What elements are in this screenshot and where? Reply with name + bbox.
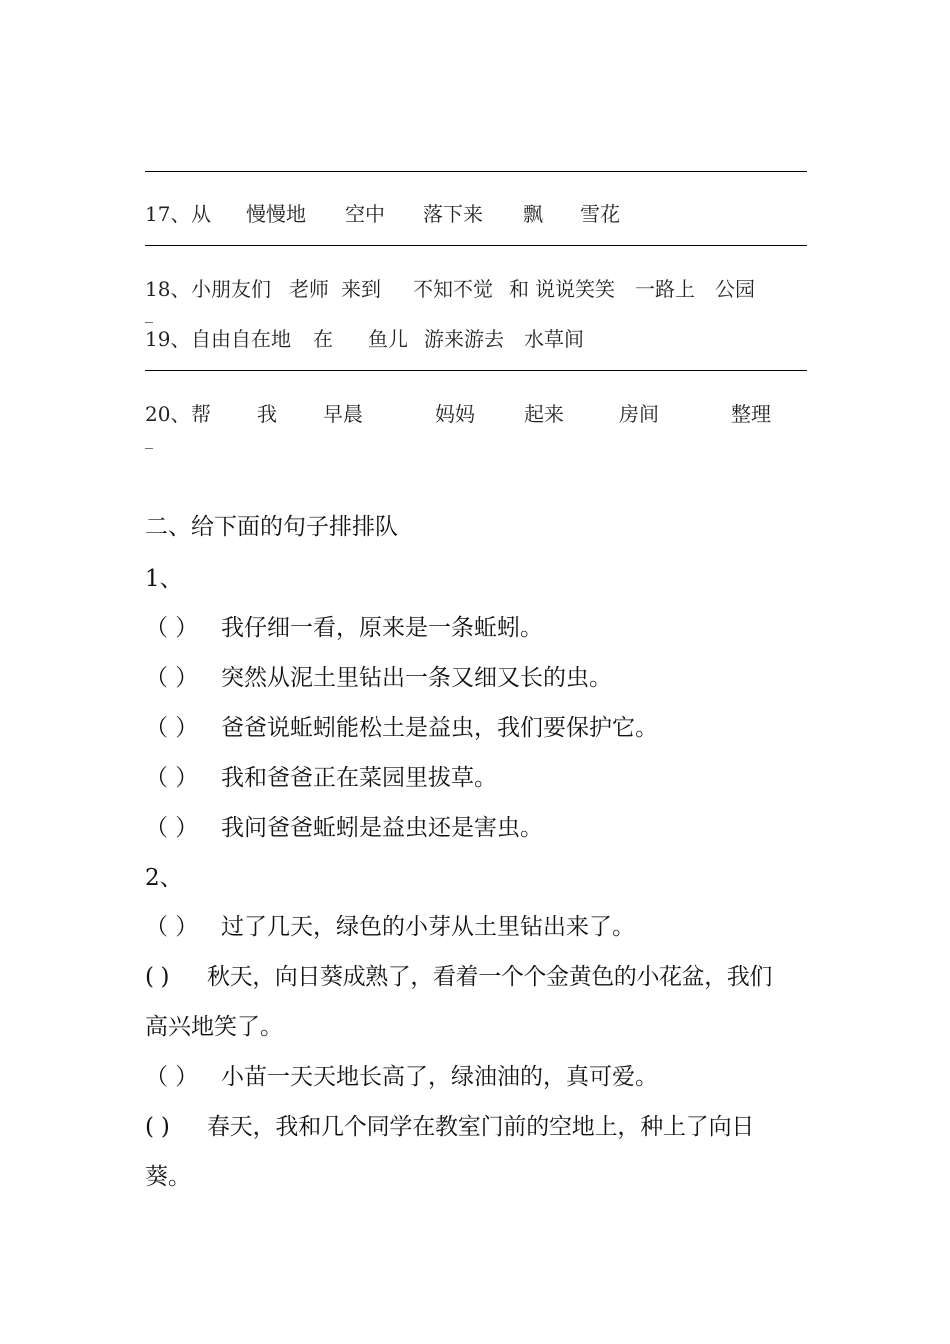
- sentence-item: [145, 609, 543, 642]
- word-card: 帮: [191, 402, 211, 426]
- group-label: 2、: [145, 865, 183, 891]
- order-blank[interactable]: （ ）: [145, 765, 199, 791]
- word-card: 起来: [524, 402, 564, 426]
- order-blank[interactable]: （ ）: [145, 615, 199, 641]
- sentence-continuation: 葵。: [145, 1164, 191, 1190]
- sentence-item: [145, 1108, 754, 1141]
- word-card: 不知不觉: [413, 277, 493, 301]
- sentence-text: 突然从泥土里钻出一条又细又长的虫。: [221, 665, 612, 691]
- word-card: 早晨: [323, 402, 363, 426]
- question-number: 20、: [145, 402, 191, 426]
- order-blank[interactable]: ( ): [145, 964, 170, 990]
- order-blank[interactable]: （ ）: [145, 1064, 199, 1090]
- answer-line-17: [145, 245, 807, 246]
- word-card: 在: [313, 327, 333, 351]
- group-label: 1、: [145, 566, 183, 592]
- word-card: 来到: [341, 277, 381, 301]
- sentence-text: 我和爸爸正在菜园里拔草。: [221, 765, 497, 791]
- word-card: 一路上: [635, 277, 695, 301]
- sentence-text: 我仔细一看，原来是一条蚯蚓。: [221, 615, 543, 641]
- answer-line-17-top: [145, 171, 807, 172]
- word-card: 我: [257, 402, 277, 426]
- sentence-text: 秋天，向日葵成熟了，看着一个个金黄色的小花盆，我们: [207, 964, 773, 990]
- sentence-item: [145, 908, 635, 941]
- sentence-text: 我问爸爸蚯蚓是益虫还是害虫。: [221, 815, 543, 841]
- word-card: 落下来: [423, 202, 483, 226]
- sentence-item: [145, 709, 658, 742]
- sentence-item: [145, 1058, 658, 1091]
- order-blank[interactable]: ( ): [145, 1114, 170, 1140]
- word-card: 公园: [715, 277, 755, 301]
- word-card: 雪花: [580, 202, 620, 226]
- sentence-item: [145, 809, 543, 842]
- word-card: 空中: [345, 202, 385, 226]
- sentence-text: 春天，我和几个同学在教室门前的空地上，种上了向日: [207, 1114, 755, 1140]
- word-card: 房间: [619, 402, 659, 426]
- order-blank[interactable]: （ ）: [145, 715, 199, 741]
- word-card: 鱼儿: [368, 327, 408, 351]
- sentence-text: 爸爸说蚯蚓能松土是益虫，我们要保护它。: [221, 715, 658, 741]
- word-card: 老师: [289, 277, 329, 301]
- word-card: 飘: [523, 202, 543, 226]
- question-number: 18、: [145, 277, 191, 301]
- section-title: 二、给下面的句子排排队: [145, 514, 398, 540]
- answer-line-19: [145, 370, 807, 371]
- sentence-item: [145, 759, 497, 792]
- sentence-continuation: 高兴地笑了。: [145, 1014, 283, 1040]
- sentence-text: 小苗一天天地长高了，绿油油的，真可爱。: [221, 1064, 658, 1090]
- word-card: 水草间: [524, 327, 584, 351]
- sentence-item: [145, 958, 772, 991]
- question-number: 19、: [145, 327, 191, 351]
- order-blank[interactable]: （ ）: [145, 665, 199, 691]
- word-card: 和: [509, 277, 529, 301]
- blank-mark: _: [145, 430, 153, 449]
- word-card: 妈妈: [435, 402, 475, 426]
- word-card: 慢慢地: [246, 202, 306, 226]
- blank-mark: _: [145, 304, 153, 323]
- sentence-text: 过了几天，绿色的小芽从土里钻出来了。: [221, 914, 635, 940]
- question-number: 17、: [145, 202, 191, 226]
- sentence-item: [145, 659, 612, 692]
- order-blank[interactable]: （ ）: [145, 914, 199, 940]
- word-card: 说说笑笑: [535, 277, 615, 301]
- word-card: 整理: [731, 402, 771, 426]
- word-card: 游来游去: [424, 327, 504, 351]
- word-card: 自由自在地: [191, 327, 291, 351]
- order-blank[interactable]: （ ）: [145, 815, 199, 841]
- word-card: 从: [191, 202, 211, 226]
- word-card: 小朋友们: [191, 277, 271, 301]
